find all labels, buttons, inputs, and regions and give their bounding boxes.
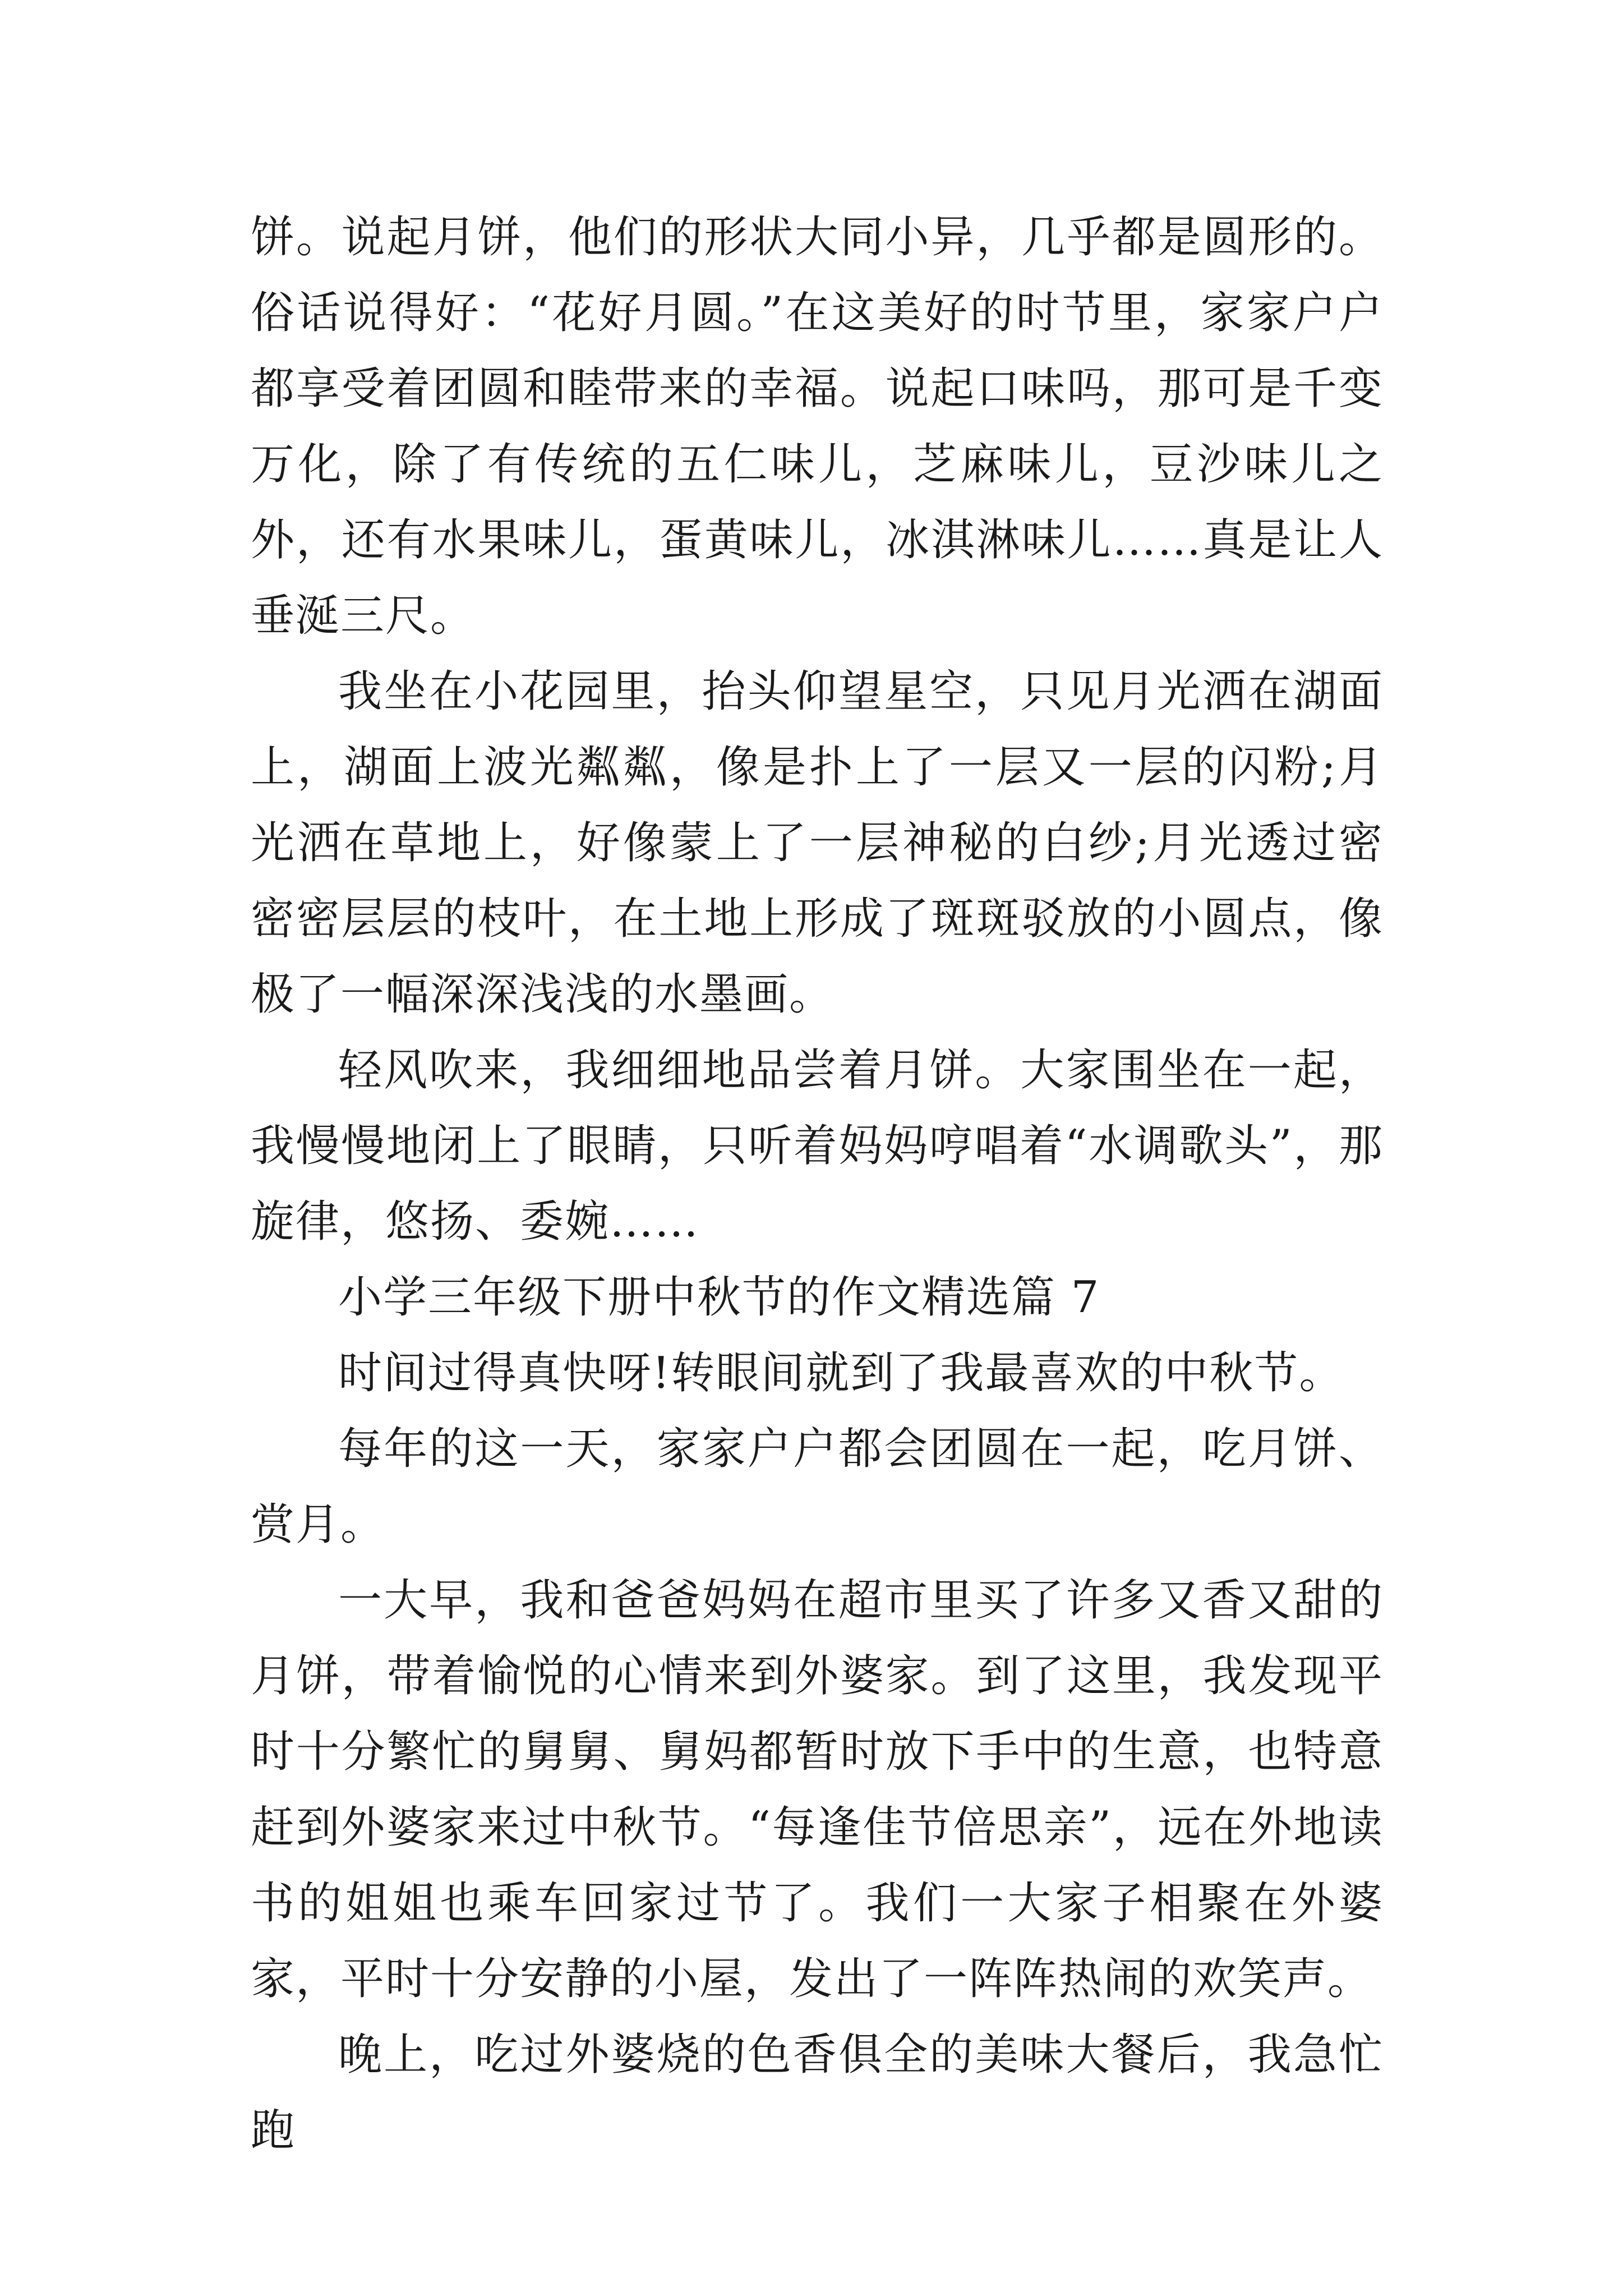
paragraph-6: 一大早，我和爸爸妈妈在超市里买了许多又香又甜的月饼，带着愉悦的心情来到外婆家。到了这里，我发现平时十分繁忙的舅舅、舅妈都暂时放下手中的生意，也特意赶到外婆家来过中秋节。“每逢佳节倍思亲”，远在外地读书的姐姐也乘车回家过节了。我们一大家子相聚在外婆家，平时十分安静的小屋，发出了一阵阵热闹的欢笑声。 [251,1575,1384,2004]
section-heading: 小学三年级下册中秋节的作文精选篇 7 [338,1272,1100,1323]
paragraph-5: 每年的这一天，家家户户都会团圆在一起，吃月饼、赏月。 [251,1424,1384,1550]
paragraph-2: 我坐在小花园里，抬头仰望星空，只见月光洒在湖面上，湖面上波光粼粼，像是扑上了一层又一层的闪粉;月光洒在草地上，好像蒙上了一层神秘的白纱;月光透过密密密层层的枝叶，在土地上形成了斑斑驳放的小圆点，像极了一幅深深浅浅的水墨画。 [251,666,1384,1020]
paragraph-7: 晚上，吃过外婆烧的色香俱全的美味大餐后，我急忙跑 [251,2030,1384,2156]
document-body [251,200,1384,2169]
paragraph-3: 轻风吹来，我细细地品尝着月饼。大家围坐在一起，我慢慢地闭上了眼睛，只听着妈妈哼唱着“水调歌头”，那旋律，悠扬、委婉…… [251,1045,1384,1247]
paragraph-1: 饼。说起月饼，他们的形状大同小异，几乎都是圆形的。俗话说得好：“花好月圆。”在这美好的时节里，家家户户都享受着团圆和睦带来的幸福。说起口味吗，那可是千变万化，除了有传统的五仁味儿，芝麻味儿，豆沙味儿之外，还有水果味儿，蛋黄味儿，冰淇淋味儿……真是让人垂涎三尺。 [251,212,1384,641]
paragraph-4: 时间过得真快呀!转眼间就到了我最喜欢的中秋节。 [338,1348,1344,1398]
